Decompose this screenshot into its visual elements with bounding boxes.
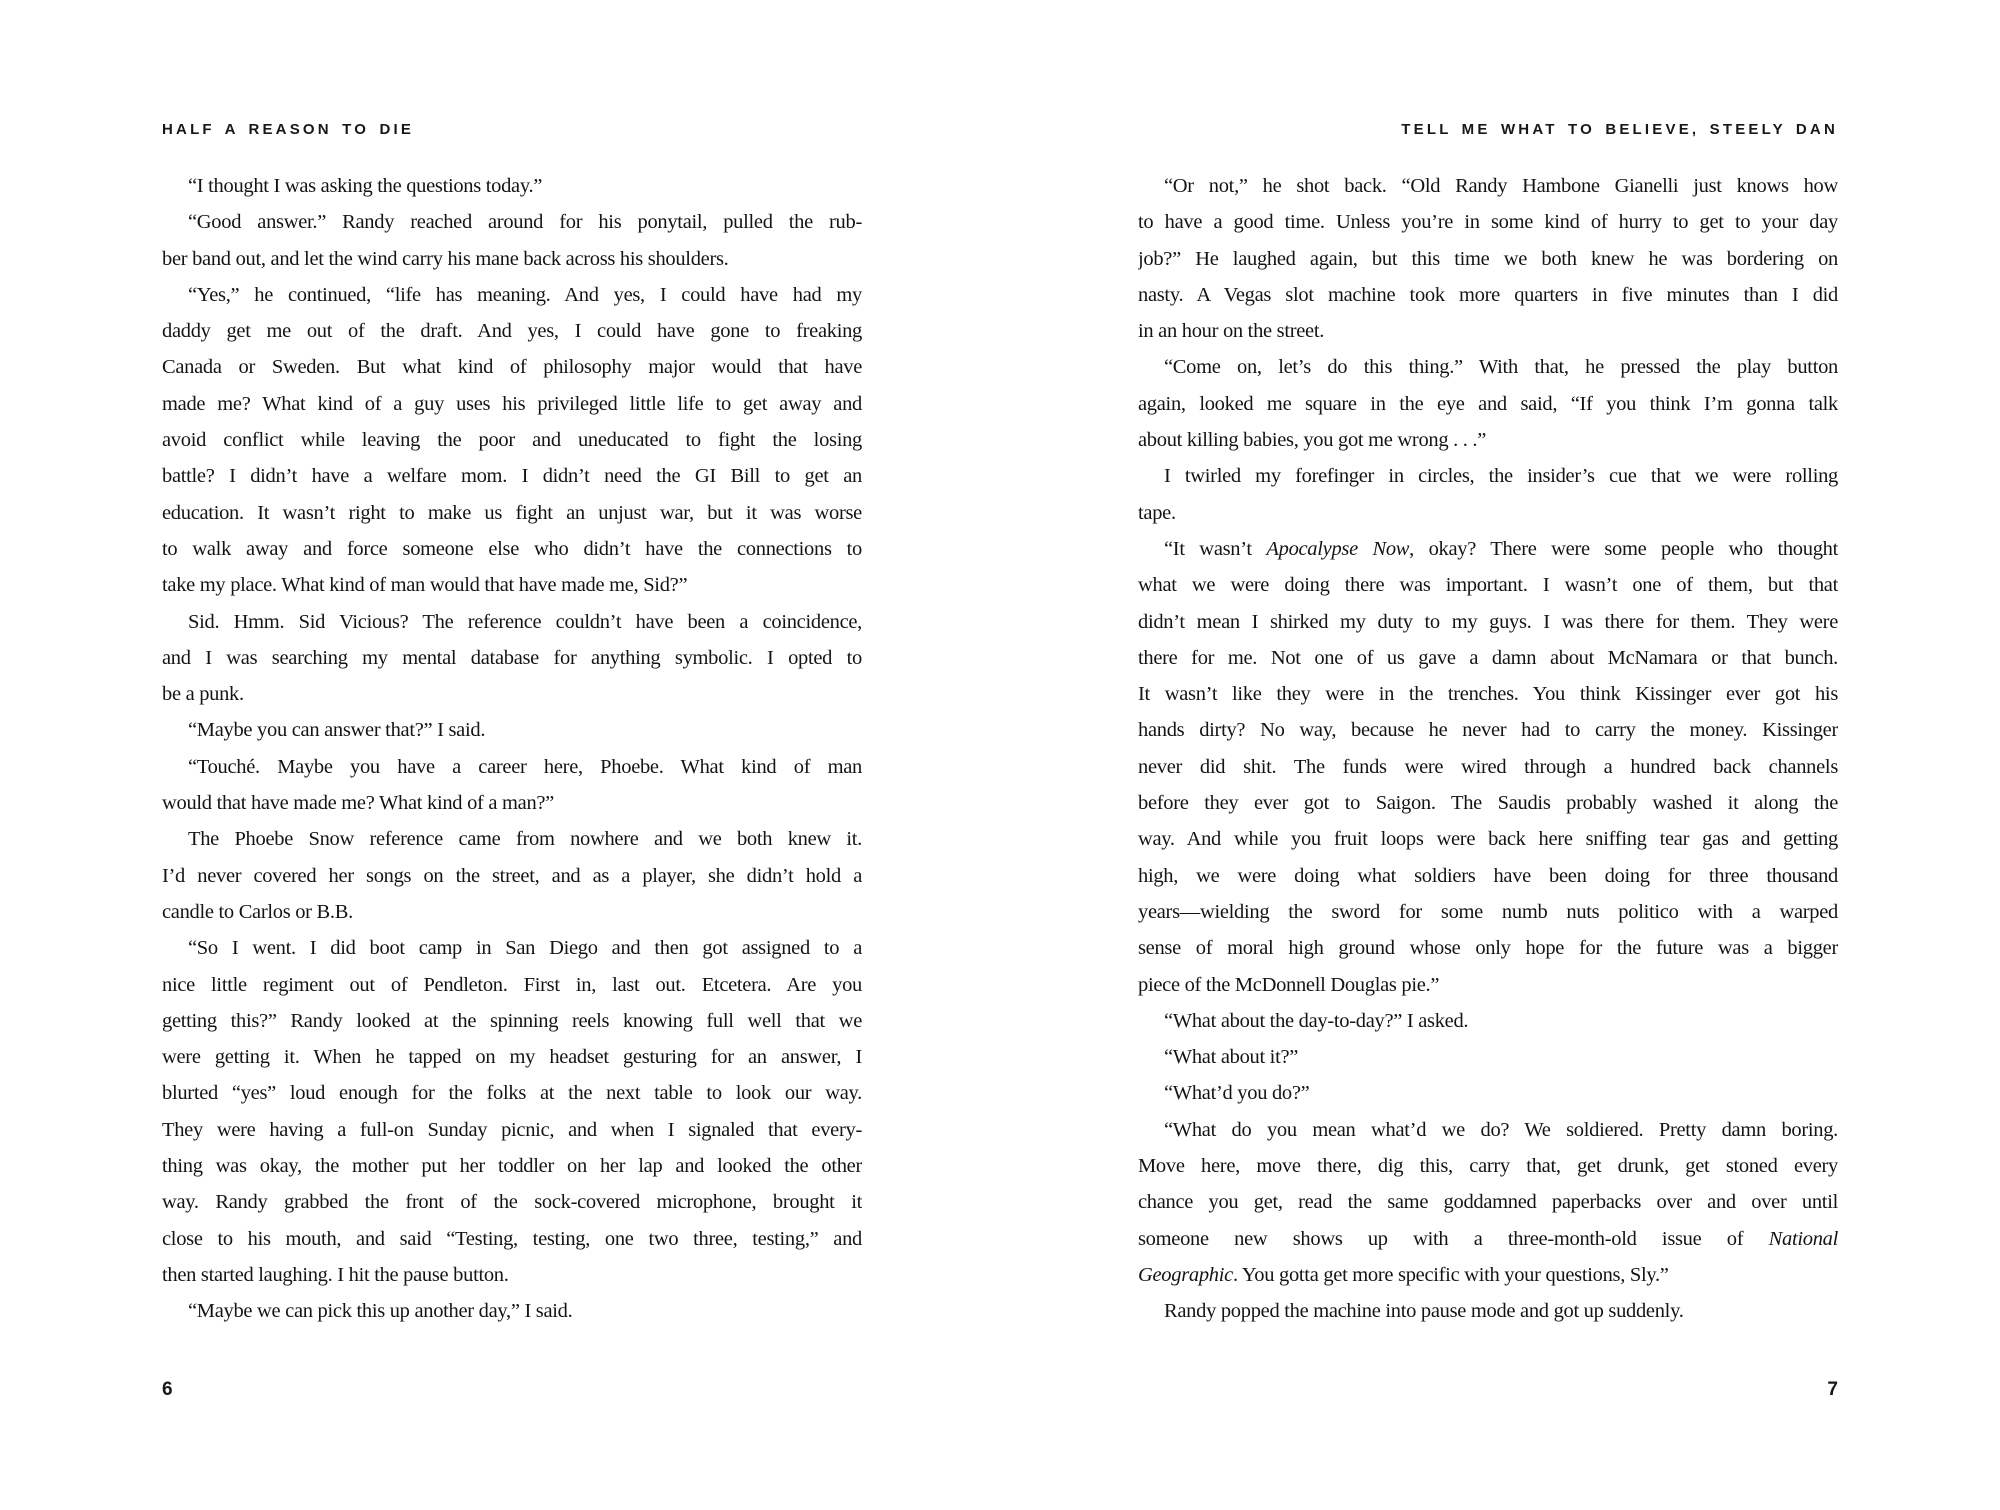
text-line: “What about the day-to-day?” I asked. — [1164, 1009, 1469, 1032]
text-line: “Maybe we can pick this up another day,” I said. — [188, 1300, 573, 1323]
text-line: way. Randy grabbed the front of the sock-covered microphone, brought it — [162, 1191, 862, 1214]
text-line: sense of moral high ground whose only hope for the future was a bigger — [1138, 937, 1838, 960]
text-line: The Phoebe Snow reference came from nowhere and we both knew it. — [188, 828, 862, 851]
text-line: there for me. Not one of us gave a damn about McNamara or that bunch. — [1138, 646, 1838, 669]
page-number-left: 6 — [162, 1379, 173, 1400]
text-line: “Come on, let’s do this thing.” With that, he pressed the play button — [1164, 356, 1838, 379]
text-line: Randy popped the machine into pause mode and got up suddenly. — [1164, 1300, 1684, 1323]
text-line: job?” He laughed again, but this time we both knew he was bordering on — [1138, 247, 1838, 270]
text-line: close to his mouth, and said “Testing, testing, one two three, testing,” and — [162, 1227, 862, 1250]
text-line: were getting it. When he tapped on my headset gesturing for an answer, I — [162, 1046, 862, 1069]
text-line: “Good answer.” Randy reached around for his ponytail, pulled the rub- — [188, 211, 862, 234]
text-line: before they ever got to Saigon. The Saudis probably washed it along the — [1138, 792, 1838, 815]
page-number-right: 7 — [1827, 1379, 1838, 1400]
text-line: about killing babies, you got me wrong . . .” — [1138, 429, 1487, 452]
text-line: then started laughing. I hit the pause button. — [162, 1263, 509, 1286]
text-line: to have a good time. Unless you’re in some kind of hurry to get to your day — [1138, 211, 1838, 234]
text-line: “Maybe you can answer that?” I said. — [188, 719, 486, 742]
text-line: nice little regiment out of Pendleton. First in, last out. Etcetera. Are you — [162, 973, 862, 996]
text-line: “Touché. Maybe you have a career here, Phoebe. What kind of man — [188, 755, 862, 778]
text-line: Canada or Sweden. But what kind of philosophy major would that have — [162, 356, 862, 379]
text-line: education. It wasn’t right to make us fight an unjust war, but it was worse — [162, 501, 862, 524]
text-line: “Yes,” he continued, “life has meaning. And yes, I could have had my — [188, 283, 862, 306]
text-line: candle to Carlos or B.B. — [162, 900, 353, 923]
text-line: thing was okay, the mother put her toddler on her lap and looked the other — [162, 1155, 862, 1178]
text-line: didn’t mean I shirked my duty to my guys. I was there for them. They were — [1138, 610, 1838, 633]
text-line: “What do you mean what’d we do? We soldiered. Pretty damn boring. — [1164, 1118, 1838, 1141]
running-header-right: TELL ME WHAT TO BELIEVE, STEELY DAN — [1401, 121, 1838, 138]
text-line: Geographic. You gotta get more specific with your questions, Sly.” — [1138, 1263, 1669, 1286]
text-line: years—wielding the sword for some numb nuts politico with a warped — [1138, 900, 1838, 923]
text-line: hands dirty? No way, because he never had to carry the money. Kissinger — [1138, 719, 1838, 742]
text-line: would that have made me? What kind of a man?” — [162, 792, 554, 815]
page-body-right — [1138, 168, 1838, 1330]
text-line: again, looked me square in the eye and said, “If you think I’m gonna talk — [1138, 392, 1838, 415]
text-line: “What about it?” — [1164, 1046, 1299, 1069]
text-line: in an hour on the street. — [1138, 320, 1325, 343]
text-line: be a punk. — [162, 683, 244, 706]
text-line: nasty. A Vegas slot machine took more quarters in five minutes than I did — [1138, 283, 1838, 306]
text-line: and I was searching my mental database for anything symbolic. I opted to — [162, 646, 862, 669]
text-line: tape. — [1138, 501, 1176, 524]
text-line: avoid conflict while leaving the poor and uneducated to fight the losing — [162, 429, 862, 452]
text-line: take my place. What kind of man would that have made me, Sid?” — [162, 574, 688, 597]
text-line: battle? I didn’t have a welfare mom. I didn’t need the GI Bill to get an — [162, 465, 862, 488]
text-line: “I thought I was asking the questions today.” — [188, 175, 543, 197]
page-right — [1138, 0, 1838, 1510]
text-line: “What’d you do?” — [1164, 1082, 1310, 1105]
text-line: I’d never covered her songs on the street, and as a player, she didn’t hold a — [162, 864, 862, 887]
text-line: “It wasn’t Apocalypse Now, okay? There were some people who thought — [1164, 537, 1838, 560]
page-body-left — [162, 168, 862, 1330]
text-line: someone new shows up with a three-month-old issue of National — [1138, 1227, 1838, 1250]
text-line: daddy get me out of the draft. And yes, I could have gone to freaking — [162, 320, 862, 343]
text-line: It wasn’t like they were in the trenches. You think Kissinger ever got his — [1138, 683, 1838, 706]
text-line: “Or not,” he shot back. “Old Randy Hambone Gianelli just knows how — [1164, 175, 1838, 197]
text-line: They were having a full-on Sunday picnic, and when I signaled that every- — [162, 1118, 862, 1141]
text-line: Move here, move there, dig this, carry that, get drunk, get stoned every — [1138, 1155, 1838, 1178]
text-line: made me? What kind of a guy uses his privileged little life to get away and — [162, 392, 862, 415]
text-line: ber band out, and let the wind carry his mane back across his shoulders. — [162, 247, 729, 270]
text-line: piece of the McDonnell Douglas pie.” — [1138, 973, 1440, 996]
text-line: to walk away and force someone else who didn’t have the connections to — [162, 537, 862, 560]
text-line: getting this?” Randy looked at the spinning reels knowing full well that we — [162, 1009, 862, 1032]
page-left — [162, 0, 862, 1510]
running-header-left: HALF A REASON TO DIE — [162, 121, 415, 138]
text-line: way. And while you fruit loops were back here sniffing tear gas and getting — [1138, 828, 1838, 851]
text-line: blurted “yes” loud enough for the folks at the next table to look our way. — [162, 1082, 862, 1105]
text-line: never did shit. The funds were wired through a hundred back channels — [1138, 755, 1838, 778]
text-line: chance you get, read the same goddamned paperbacks over and over until — [1138, 1191, 1838, 1214]
text-line: high, we were doing what soldiers have been doing for three thousand — [1138, 864, 1838, 887]
text-line: I twirled my forefinger in circles, the insider’s cue that we were rolling — [1164, 465, 1838, 488]
text-line: what we were doing there was important. I wasn’t one of them, but that — [1138, 574, 1838, 597]
text-line: Sid. Hmm. Sid Vicious? The reference couldn’t have been a coincidence, — [188, 610, 862, 633]
text-line: “So I went. I did boot camp in San Diego and then got assigned to a — [188, 937, 862, 960]
